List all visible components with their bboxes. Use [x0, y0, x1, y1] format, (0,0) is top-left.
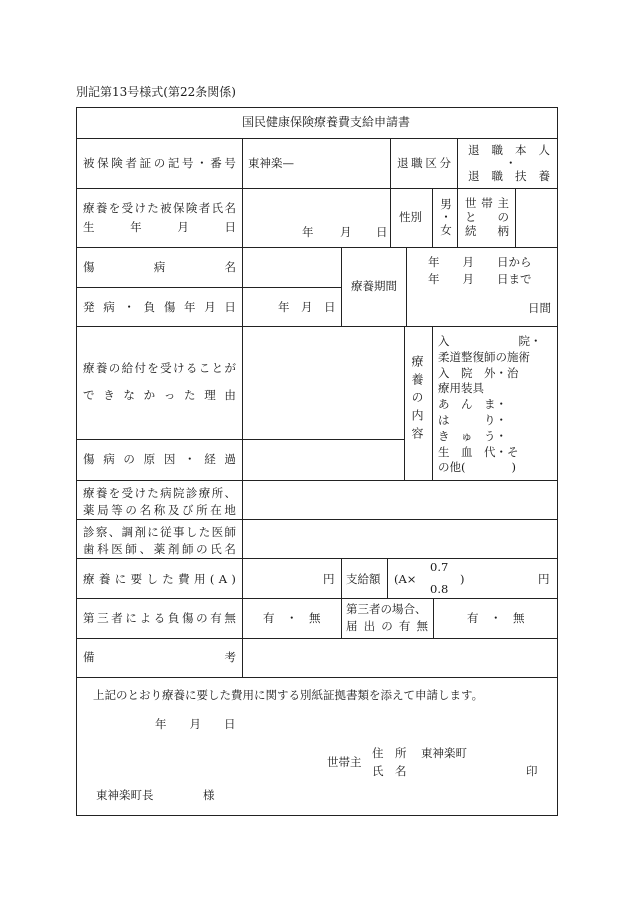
treatment-cost-unit: 円: [323, 572, 335, 586]
declaration-statement: 上記のとおり療養に要した費用に関する別紙証拠書類を添えて申請します。: [93, 688, 484, 702]
third-party-case-label-line2: 届 出 の 有 無: [346, 619, 428, 633]
third-party-case-label-line1: 第三者の場合、: [346, 602, 427, 616]
doctor-label-line2: 歯 科 医 師 、 薬 剤 師 の 氏 名: [83, 542, 236, 556]
retirement-category-label: 退 職 区 分: [397, 156, 451, 170]
seal-mark: 印: [526, 764, 538, 778]
payment-rate-option-2[interactable]: 0.8: [430, 582, 449, 596]
reason-label-line2: で き な か っ た 理 由: [83, 388, 236, 402]
remarks-label: 備 考: [83, 650, 236, 664]
sex-options[interactable]: 男 ・ 女: [440, 197, 452, 237]
treatment-period-from: 年 月 日から: [428, 255, 532, 269]
treatment-content-item: き ゅ う・: [438, 428, 507, 443]
treatment-content-item: 柔道整復師の施術: [438, 349, 530, 364]
onset-date-label: 発 病 ・ 負 傷 年 月 日: [83, 300, 236, 314]
form-title: 国民健康保険療養費支給申請書: [242, 115, 411, 129]
dob-day: 日: [376, 225, 388, 239]
onset-month: 月: [301, 300, 313, 314]
treatment-content-options[interactable]: [438, 334, 551, 476]
insured-dob-label: 生 年 月 日: [83, 220, 236, 234]
reason-label-line1: 療 養 の 給 付 を 受 け る こ と が: [83, 361, 236, 375]
treatment-content-label: 療養の内容: [410, 355, 424, 445]
insurance-card-label: 被 保 険 者 証 の 記 号 ・ 番 号: [83, 156, 236, 170]
form-reference-note: 別記第13号様式(第22条関係): [76, 85, 236, 99]
addressee: 東神楽町長: [96, 788, 154, 802]
treatment-content-item: 入 院 外・治: [438, 365, 519, 380]
treatment-period-label: 療養期間: [351, 279, 397, 293]
retirement-option-separator: ・: [505, 156, 517, 170]
payment-amount-label: 支給額: [346, 572, 381, 586]
third-party-injury-options[interactable]: 有 ・ 無: [263, 611, 321, 625]
name-label: 氏 名: [372, 764, 407, 778]
insured-name-label: 療 養 を 受 け た 被 保 険 者 氏 名: [83, 201, 236, 215]
treatment-content-item: あ ん ま・: [438, 397, 507, 412]
treatment-content-item: 療用装具: [438, 381, 484, 396]
border-top: [76, 107, 558, 108]
payment-formula-close: ): [460, 572, 465, 586]
address-value[interactable]: 東神楽町: [421, 746, 467, 760]
treatment-content-item: の他( ): [438, 460, 516, 475]
onset-year: 年: [278, 300, 290, 314]
retirement-option-self[interactable]: 退 職 本 人: [468, 143, 550, 157]
treatment-content-item: は り・: [438, 412, 507, 427]
border-bottom: [76, 815, 558, 816]
householder-label: 世帯主: [327, 755, 362, 769]
relation-to-householder-label: 世 帯 主 と の 続 柄: [465, 196, 509, 238]
treatment-content-item: 生 血 代・そ: [438, 444, 519, 459]
treatment-period-days: 日間: [528, 301, 551, 315]
insurance-card-value[interactable]: 東神楽—: [248, 156, 294, 170]
treatment-content-item: 入 院・: [438, 334, 542, 348]
treatment-cost-label: 療 養 に 要 し た 費 用 ( A ): [83, 572, 236, 586]
addressee-honorific: 様: [203, 788, 215, 802]
payment-rate-option-1[interactable]: 0.7: [430, 560, 449, 574]
declaration-date: 年 月 日: [155, 717, 236, 731]
sex-label: 性別: [399, 210, 422, 224]
border-right: [557, 107, 558, 816]
treatment-period-to: 年 月 日まで: [428, 272, 532, 286]
retirement-option-dependent[interactable]: 退 職 扶 養: [468, 169, 550, 183]
doctor-label-line1: 診 察 、 調 剤 に 従 事 し た 医 師: [83, 525, 236, 539]
cause-label: 傷 病 の 原 因 ・ 経 過: [83, 452, 236, 466]
address-label: 住 所: [372, 746, 407, 760]
onset-day: 日: [324, 300, 336, 314]
dob-month: 月: [340, 225, 352, 239]
payment-amount-unit: 円: [538, 572, 550, 586]
disease-name-label: 傷 病 名: [83, 260, 236, 274]
hospital-label-line2: 薬 局 等 の 名 称 及 び 所 在 地: [83, 503, 236, 517]
third-party-injury-label: 第 三 者 に よ る 負 傷 の 有 無: [83, 611, 236, 625]
dob-year: 年: [302, 225, 314, 239]
border-left: [76, 107, 77, 816]
payment-formula-prefix: (A×: [394, 572, 417, 586]
hospital-label-line1: 療 養 を 受 け た 病 院 診 療 所 、: [83, 486, 236, 500]
third-party-report-options[interactable]: 有 ・ 無: [467, 611, 525, 625]
